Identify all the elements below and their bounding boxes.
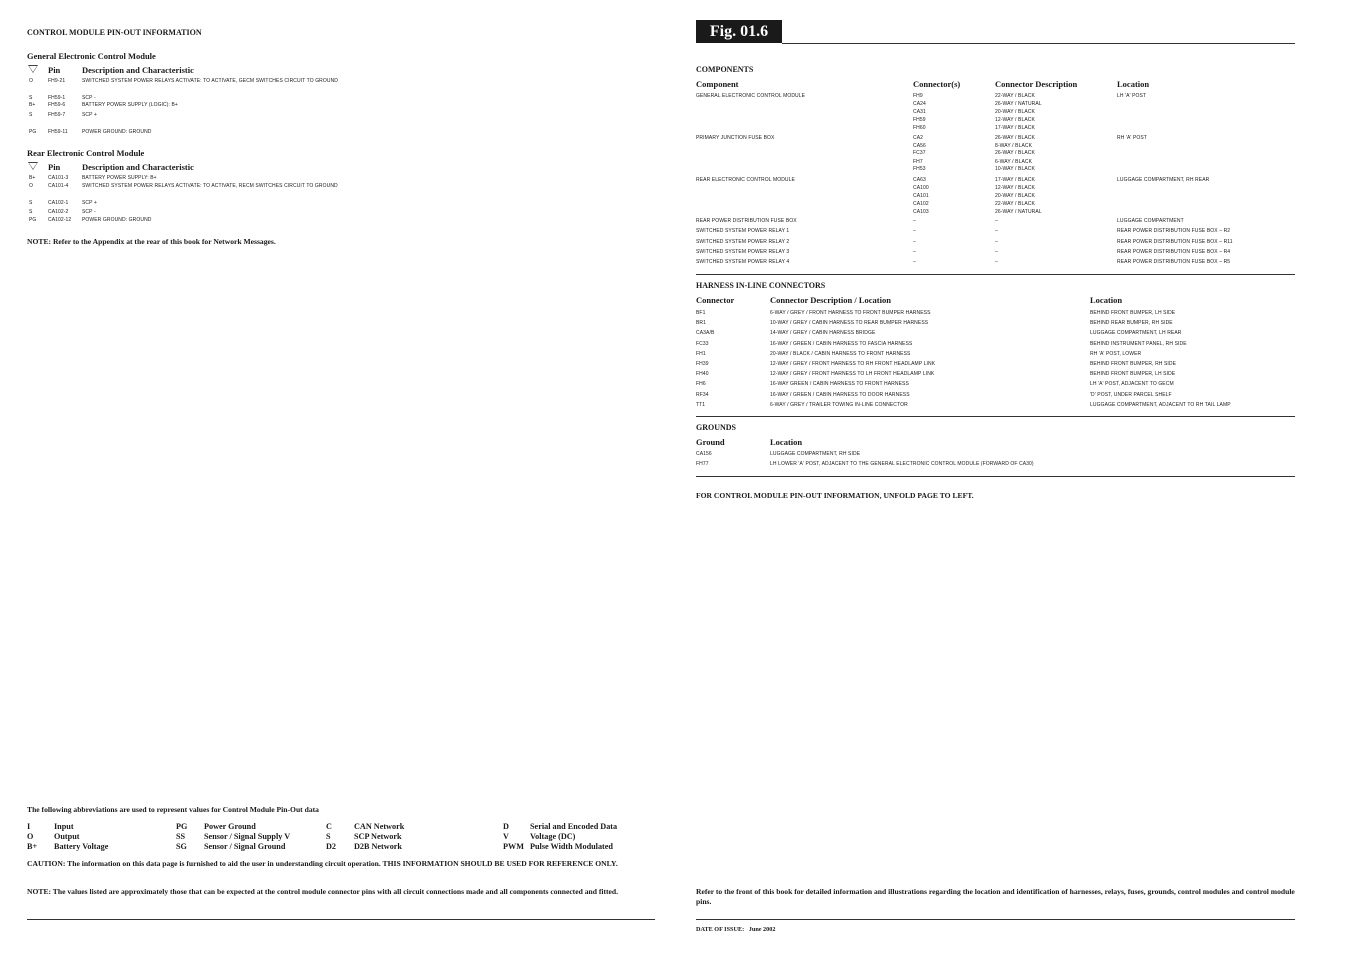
header-divider: [782, 43, 1295, 44]
pin-id: CA102-2: [48, 209, 69, 215]
harness-connector: FH40: [696, 371, 709, 378]
abbr-key: SS: [176, 832, 186, 841]
component-connector: FH53: [913, 166, 926, 172]
pin-code: PG: [29, 129, 37, 135]
components-col-connectors: Connector(s): [913, 79, 961, 89]
component-name: SWITCHED SYSTEM POWER RELAY 1: [696, 228, 790, 235]
component-connector: CA100: [913, 185, 929, 191]
component-connector-description: –: [995, 228, 998, 235]
harness-description: 12-WAY / GREY / FRONT HARNESS TO LH FRONT HEADLAMP LINK: [770, 371, 935, 378]
appendix-note: NOTE: Refer to the Appendix at the rear of this book for Network Messages.: [27, 237, 276, 246]
component-location: REAR POWER DISTRIBUTION FUSE BOX – R11: [1117, 238, 1233, 245]
component-name: SWITCHED SYSTEM POWER RELAY 4: [696, 259, 790, 266]
component-connector-description: 20-WAY / BLACK: [995, 193, 1035, 199]
abbr-value: Input: [54, 822, 74, 831]
abbr-value: Output: [54, 832, 80, 841]
harness-description: 20-WAY / BLACK / CABIN HARNESS TO FRONT HARNESS: [770, 350, 911, 357]
pin-id: FH59-1: [48, 95, 66, 101]
ground-id: FH77: [696, 461, 709, 467]
component-location: REAR POWER DISTRIBUTION FUSE BOX – R5: [1117, 259, 1231, 266]
harness-location: BEHIND REAR BUMPER, RH SIDE: [1090, 320, 1173, 327]
harness-location: 'D' POST, UNDER PARCEL SHELF: [1090, 391, 1172, 398]
pin-code: B+: [29, 102, 36, 108]
pin-code: B+: [29, 175, 36, 181]
values-note: NOTE: The values listed are approximately those that can be expected at the control module connector pins with all circuit connections made and all components connected and fitted.: [27, 887, 619, 896]
triangle-icon: [28, 162, 38, 170]
pin-description: BATTERY POWER SUPPLY: B+: [82, 175, 157, 181]
component-location: REAR POWER DISTRIBUTION FUSE BOX – R4: [1117, 248, 1231, 255]
component-connector-description: 17-WAY / BLACK: [995, 177, 1035, 183]
harness-col-description: Connector Description / Location: [770, 295, 891, 305]
harness-description: 14-WAY / GREY / CABIN HARNESS BRIDGE: [770, 330, 876, 337]
date-label: DATE OF ISSUE:: [696, 926, 745, 933]
component-location: REAR POWER DISTRIBUTION FUSE BOX – R2: [1117, 228, 1231, 235]
abbr-key: I: [27, 822, 31, 831]
unfold-note: FOR CONTROL MODULE PIN-OUT INFORMATION, UNFOLD PAGE TO LEFT.: [696, 491, 974, 500]
component-connector: FC37: [913, 150, 926, 156]
abbr-key: D: [503, 822, 509, 831]
pin-description: SCP +: [82, 112, 97, 118]
pin-code: S: [29, 209, 33, 215]
ground-location: LUGGAGE COMPARTMENT, RH SIDE: [770, 451, 861, 457]
grounds-divider: [696, 476, 1295, 477]
component-connector: –: [913, 248, 916, 255]
abbr-value: CAN Network: [354, 822, 405, 831]
harness-title: HARNESS IN-LINE CONNECTORS: [696, 281, 826, 290]
pin-description: BATTERY POWER SUPPLY (LOGIC): B+: [82, 102, 178, 108]
component-connector: CA63: [913, 177, 926, 183]
component-connector: FH59: [913, 117, 926, 123]
harness-col-location: Location: [1090, 295, 1123, 305]
gecm-col-pin: Pin: [48, 65, 61, 75]
component-connector: –: [913, 218, 916, 224]
grounds-col-ground: Ground: [696, 437, 725, 447]
component-connector: FH7: [913, 159, 923, 165]
abbr-key: D2: [326, 842, 337, 851]
abbr-value: Battery Voltage: [54, 842, 109, 851]
recm-col-pin: Pin: [48, 162, 61, 172]
harness-location: LUGGAGE COMPARTMENT, LH REAR: [1090, 330, 1182, 337]
abbr-key: SG: [176, 842, 187, 851]
harness-connector: RF34: [696, 391, 709, 398]
abbr-key: PG: [176, 822, 188, 831]
pin-code: O: [29, 78, 33, 84]
abbr-key: B+: [27, 842, 38, 851]
harness-connector: FH6: [696, 381, 706, 388]
component-connector: FH60: [913, 125, 926, 131]
harness-location: BEHIND FRONT BUMPER, LH SIDE: [1090, 371, 1176, 378]
pin-description: SCP -: [82, 209, 96, 215]
component-connector: –: [913, 228, 916, 235]
component-name: REAR ELECTRONIC CONTROL MODULE: [696, 177, 795, 183]
harness-divider: [696, 416, 1295, 417]
component-connector-description: 10-WAY / BLACK: [995, 166, 1035, 172]
pin-id: CA102-12: [48, 217, 72, 223]
abbr-key: PWM: [503, 842, 524, 851]
component-connector: CA2: [913, 135, 924, 141]
figure-label: Fig. 01.6: [696, 20, 782, 43]
abbr-value: Power Ground: [204, 822, 256, 831]
harness-col-connector: Connector: [696, 295, 735, 305]
harness-connector: BR1: [696, 320, 707, 327]
abbr-value: SCP Network: [354, 832, 402, 841]
component-location: LH 'A' POST: [1117, 93, 1147, 99]
component-connector-description: –: [995, 238, 998, 245]
component-name: SWITCHED SYSTEM POWER RELAY 2: [696, 238, 790, 245]
component-connector-description: 12-WAY / BLACK: [995, 185, 1035, 191]
component-connector: –: [913, 238, 916, 245]
harness-connector: FC33: [696, 340, 709, 347]
component-connector-description: 8-WAY / BLACK: [995, 143, 1033, 149]
gecm-col-desc: Description and Characteristic: [82, 65, 194, 75]
pin-id: CA101-3: [48, 175, 69, 181]
pin-description: SWITCHED SYSTEM POWER RELAYS ACTIVATE: TO ACTIVATE, RECM SWITCHES CIRCUIT TO GROUND: [82, 183, 338, 189]
component-connector-description: 17-WAY / BLACK: [995, 125, 1035, 131]
components-title: COMPONENTS: [696, 65, 754, 74]
pinout-title: CONTROL MODULE PIN-OUT INFORMATION: [27, 28, 202, 37]
abbr-key: C: [326, 822, 332, 831]
abbr-key: V: [503, 832, 509, 841]
harness-connector: CA3A/B: [696, 330, 715, 337]
harness-description: 6-WAY / GREY / FRONT HARNESS TO FRONT BUMPER HARNESS: [770, 310, 931, 316]
ground-location: LH LOWER 'A' POST, ADJACENT TO THE GENERAL ELECTRONIC CONTROL MODULE (FORWARD OF CA30): [770, 461, 1034, 467]
grounds-title: GROUNDS: [696, 423, 737, 432]
component-connector: CA102: [913, 201, 929, 207]
component-connector-description: 26-WAY / NATURAL: [995, 101, 1042, 107]
harness-connector: FH1: [696, 350, 706, 357]
harness-connector: TT1: [696, 401, 706, 408]
harness-connector: FH39: [696, 361, 709, 367]
component-name: GENERAL ELECTRONIC CONTROL MODULE: [696, 93, 806, 99]
component-connector: CA24: [913, 101, 926, 107]
component-connector-description: 26-WAY / BLACK: [995, 150, 1035, 156]
recm-col-desc: Description and Characteristic: [82, 162, 194, 172]
harness-description: 16-WAY / GREEN / CABIN HARNESS TO DOOR HARNESS: [770, 391, 910, 398]
component-connector: FH9: [913, 93, 923, 99]
pin-description: SWITCHED SYSTEM POWER RELAYS ACTIVATE: TO ACTIVATE, GECM SWITCHES CIRCUIT TO GROUND: [82, 78, 339, 84]
components-col-location: Location: [1117, 79, 1150, 89]
abbr-value: Pulse Width Modulated: [530, 842, 613, 851]
harness-connector: BF1: [696, 310, 706, 316]
abbr-key: S: [326, 832, 331, 841]
component-name: SWITCHED SYSTEM POWER RELAY 3: [696, 248, 790, 255]
component-connector-description: 22-WAY / BLACK: [995, 93, 1035, 99]
component-connector-description: 20-WAY / BLACK: [995, 109, 1035, 115]
component-location: LUGGAGE COMPARTMENT: [1117, 218, 1184, 224]
recm-heading: Rear Electronic Control Module: [27, 148, 145, 158]
caution-note: CAUTION: The information on this data page is furnished to aid the user in understanding circuit operation. THIS INFORMATION SHOULD BE USED FOR REFERENCE ONLY.: [27, 859, 618, 868]
harness-location: LH 'A' POST, ADJACENT TO GECM: [1090, 381, 1174, 388]
grounds-col-location: Location: [770, 437, 803, 447]
pin-code: S: [29, 200, 33, 206]
component-connector: CA103: [913, 209, 929, 215]
pin-id: FH9-21: [48, 78, 66, 84]
pin-code: S: [29, 95, 33, 101]
front-reference-note: Refer to the front of this book for detailed information and illustrations regarding the location and identification of harnesses, relays, fuses, grounds, control modules and control module pins.: [696, 887, 1295, 906]
triangle-icon: [28, 65, 38, 73]
component-connector-description: –: [995, 259, 998, 266]
pin-id: FH59-6: [48, 102, 66, 108]
abbr-value: D2B Network: [354, 842, 402, 851]
pin-code: PG: [29, 217, 37, 223]
pin-description: POWER GROUND: GROUND: [82, 129, 152, 135]
component-connector: –: [913, 259, 916, 266]
harness-description: 10-WAY / GREY / CABIN HARNESS TO REAR BUMPER HARNESS: [770, 320, 929, 327]
component-location: RH 'A' POST: [1117, 135, 1147, 141]
components-col-description: Connector Description: [995, 79, 1078, 89]
components-divider: [696, 274, 1295, 275]
component-connector: CA31: [913, 109, 926, 115]
pin-description: SCP -: [82, 95, 96, 101]
component-connector-description: 22-WAY / BLACK: [995, 201, 1035, 207]
harness-description: 12-WAY / GREY / FRONT HARNESS TO RH FRONT HEADLAMP LINK: [770, 361, 936, 367]
abbr-value: Sensor / Signal Supply V: [204, 832, 291, 841]
component-location: LUGGAGE COMPARTMENT, RH REAR: [1117, 177, 1210, 183]
harness-description: 16-WAY GREEN / CABIN HARNESS TO FRONT HARNESS: [770, 381, 909, 388]
abbr-key: O: [27, 832, 34, 841]
component-connector: CA101: [913, 193, 929, 199]
component-connector-description: –: [995, 218, 998, 224]
pin-code: O: [29, 183, 33, 189]
date-of-issue: [696, 926, 775, 933]
harness-location: BEHIND FRONT BUMPER, LH SIDE: [1090, 310, 1176, 316]
component-connector-description: 26-WAY / NATURAL: [995, 209, 1042, 215]
component-connector-description: 26-WAY / BLACK: [995, 135, 1035, 141]
component-name: REAR POWER DISTRIBUTION FUSE BOX: [696, 218, 797, 224]
date-value: June 2002: [748, 926, 776, 933]
component-connector-description: 12-WAY / BLACK: [995, 117, 1035, 123]
pin-description: SCP +: [82, 200, 97, 206]
component-connector: CA56: [913, 143, 926, 149]
harness-location: LUGGAGE COMPARTMENT, ADJACENT TO RH TAIL LAMP: [1090, 401, 1231, 408]
ground-id: CA156: [696, 451, 712, 457]
abbr-value: Serial and Encoded Data: [530, 822, 618, 831]
pin-id: CA101-4: [48, 183, 69, 189]
component-connector-description: –: [995, 248, 998, 255]
pin-code: S: [29, 112, 33, 118]
harness-location: RH 'A' POST, LOWER: [1090, 350, 1142, 357]
pin-id: FH59-7: [48, 112, 66, 118]
footer-divider: [27, 919, 655, 920]
pin-id: FH59-11: [48, 129, 68, 135]
pin-id: CA102-1: [48, 200, 69, 206]
components-col-component: Component: [696, 79, 739, 89]
pin-description: POWER GROUND: GROUND: [82, 217, 152, 223]
abbr-intro: The following abbreviations are used to represent values for Control Module Pin-Out data: [27, 805, 319, 814]
abbr-value: Sensor / Signal Ground: [204, 842, 286, 851]
harness-location: BEHIND FRONT BUMPER, RH SIDE: [1090, 361, 1177, 367]
component-connector-description: 6-WAY / BLACK: [995, 159, 1033, 165]
gecm-heading: General Electronic Control Module: [27, 51, 156, 61]
component-name: PRIMARY JUNCTION FUSE BOX: [696, 135, 775, 141]
harness-description: 16-WAY / GREEN / CABIN HARNESS TO FASCIA HARNESS: [770, 340, 913, 347]
abbr-value: Voltage (DC): [530, 832, 576, 841]
harness-location: BEHIND INSTRUMENT PANEL, RH SIDE: [1090, 340, 1187, 347]
harness-description: 6-WAY / GREY / TRAILER TOWING IN-LINE CONNECTOR: [770, 401, 908, 408]
footer-divider-right: [696, 919, 1295, 920]
